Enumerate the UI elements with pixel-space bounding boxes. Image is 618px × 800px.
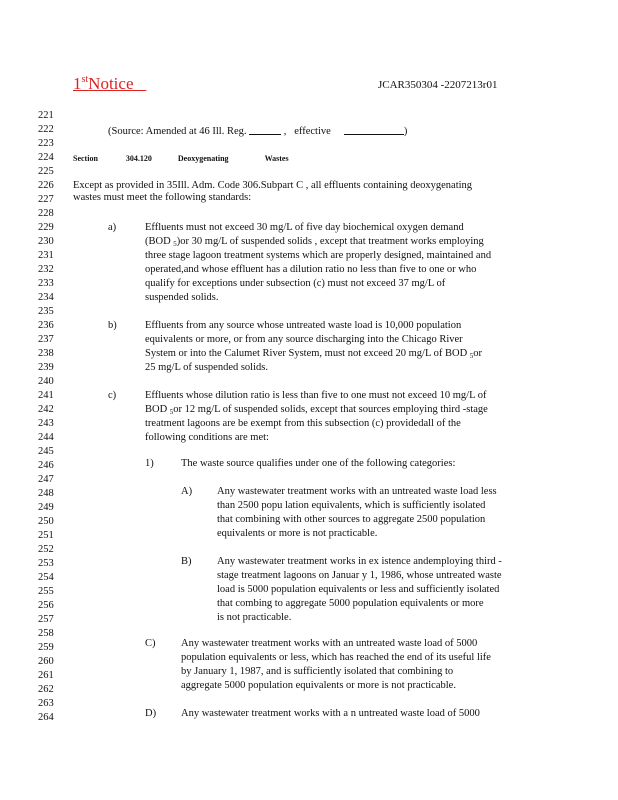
line-number: 242 [38,404,54,415]
section-heading [73,153,289,165]
para-b-line-1: Effluents from any source whose untreated waste load is 10,000 population [145,320,462,331]
bod-label: (BOD [145,236,171,247]
line-number: 246 [38,460,54,471]
line-number: 248 [38,488,54,499]
item-a-line-4: equivalents or more is not practicable. [217,528,378,539]
intro-line-1: Except as provided in 35Ill. Adm. Code 306.Subpart C , all effluents containing deoxygenating [73,180,473,191]
notice-superscript: st [81,74,89,85]
para-a-line-2 [145,236,484,250]
bod-label: BOD [145,404,168,415]
section-title-a: Deoxygenating [177,154,229,163]
source-close: ) [403,126,408,137]
item-1-text: The waste source qualifies under one of the following categories: [181,458,456,469]
para-a-line-5: qualify for exceptions under subsection (c) must not exceed 37 mg/L of [145,278,446,289]
intro-line-2: wastes must meet the following standards: [73,192,252,203]
section-number: 304.120 [125,154,152,163]
effective-label: effective [294,126,331,137]
para-b-line-4: 25 mg/L of suspended solids. [145,362,268,373]
line-number: 240 [38,376,54,387]
item-a-line-2: than 2500 popu lation equivalents, which is sufficiently isolated [217,500,486,511]
line-number: 222 [38,124,54,135]
line-number: 234 [38,292,54,303]
line-number: 261 [38,670,54,681]
item-a-line-1: Any wastewater treatment works with an untreated waste load less [217,486,497,497]
item-a-label: A) [181,486,193,497]
line-number: 229 [38,222,54,233]
line-number: 230 [38,236,54,247]
para-c-label: c) [108,390,117,401]
line-number: 226 [38,180,54,191]
section-title-b: Wastes [264,154,289,163]
bod-subscript: 5 [169,408,174,416]
notice-word: Notice [88,74,134,93]
line-number: 257 [38,614,54,625]
bod-subscript: 5 [469,352,474,360]
section-label: Section [73,154,98,163]
line-number: 245 [38,446,54,457]
line-number: 236 [38,320,54,331]
line-number: 231 [38,250,54,261]
para-b-label: b) [108,320,117,331]
line-number: 241 [38,390,54,401]
line-number: 247 [38,474,54,485]
item-b-line-1: Any wastewater treatment works in ex istence andemploying third - [217,556,502,567]
para-c-line-1: Effluents whose dilution ratio is less than five to one must not exceed 10 mg/L of [145,390,487,401]
source-line: (Source: Amended at 46 Ill. Reg. , effective ) [108,126,408,137]
para-a-label: a) [108,222,117,233]
line-number: 255 [38,586,54,597]
item-d-label: D) [145,708,157,719]
line-number: 259 [38,642,54,653]
line-number: 252 [38,544,54,555]
line-number: 221 [38,110,54,121]
line-number: 262 [38,684,54,695]
line-number: 239 [38,362,54,373]
effective-date-blank [344,125,404,135]
para-c-line-2-text: or 12 mg/L of suspended solids, except that sources employing third -stage [173,404,488,415]
para-b-line-3-text: System or into the Calumet River System, must not exceed 20 mg/L of BOD [145,348,468,359]
line-number: 228 [38,208,54,219]
line-number: 237 [38,334,54,345]
line-number: 235 [38,306,54,317]
source-text: (Source: Amended at 46 Ill. Reg. [108,126,247,137]
item-c-line-1: Any wastewater treatment works with an untreated waste load of 5000 [181,638,478,649]
line-number: 263 [38,698,54,709]
para-c-line-2 [145,404,488,418]
line-number: 238 [38,348,54,359]
document-id: JCAR350304 -2207213r01 [378,79,498,91]
line-number: 233 [38,278,54,289]
item-c-line-2: population equivalents or less, which has reached the end of its useful life [181,652,491,663]
line-number: 225 [38,166,54,177]
bod-subscript: 5 [173,240,177,248]
item-c-label: C) [145,638,156,649]
register-blank [249,125,281,135]
item-b-line-4: that combing to aggregate 5000 population equivalents or more [217,598,484,609]
line-number: 254 [38,572,54,583]
line-number: 243 [38,418,54,429]
line-number: 250 [38,516,54,527]
notice-number: 1 [73,74,82,93]
para-a-line-6: suspended solids. [145,292,219,303]
item-1-label: 1) [145,458,154,469]
para-a-line-2-text: )or 30 mg/L of suspended solids , except that treatment works employing [176,236,484,247]
para-c-line-3: treatment lagoons are be exempt from this subsection (c) providedall of the [145,418,461,429]
item-d-line-1: Any wastewater treatment works with a n untreated waste load of 5000 [181,708,480,719]
item-a-line-3: that combining with other sources to aggregate 2500 population [217,514,486,525]
para-b-line-3 [145,348,482,362]
para-c-line-4: following conditions are met: [145,432,269,443]
line-number: 251 [38,530,54,541]
line-number: 253 [38,558,54,569]
item-b-line-2: stage treatment lagoons on Januar y 1, 1986, whose untreated waste [217,570,502,581]
item-b-line-5: is not practicable. [217,612,292,623]
line-number: 256 [38,600,54,611]
line-number: 227 [38,194,54,205]
notice-heading [73,74,146,94]
line-number: 244 [38,432,54,443]
line-number: 232 [38,264,54,275]
item-b-line-3: load is 5000 population equivalents or less and sufficiently isolated [217,584,500,595]
para-b-or: or [473,348,483,359]
line-number: 260 [38,656,54,667]
para-a-line-4: operated,and whose effluent has a dilution ratio no less than five to one or who [145,264,477,275]
line-number: 224 [38,152,54,163]
line-number: 258 [38,628,54,639]
para-a-line-3: three stage lagoon treatment systems which are properly designed, maintained and [145,250,492,261]
line-number: 223 [38,138,54,149]
para-b-line-2: equivalents or more, or from any source discharging into the Chicago River [145,334,463,345]
line-number: 249 [38,502,54,513]
item-b-label: B) [181,556,192,567]
para-a-line-1: Effluents must not exceed 30 mg/L of five day biochemical oxygen demand [145,222,464,233]
item-c-line-4: aggregate 5000 population equivalents or more is not practicable. [181,680,456,691]
item-c-line-3: by January 1, 1987, and is sufficiently isolated that combining to [181,666,454,677]
line-number: 264 [38,712,54,723]
